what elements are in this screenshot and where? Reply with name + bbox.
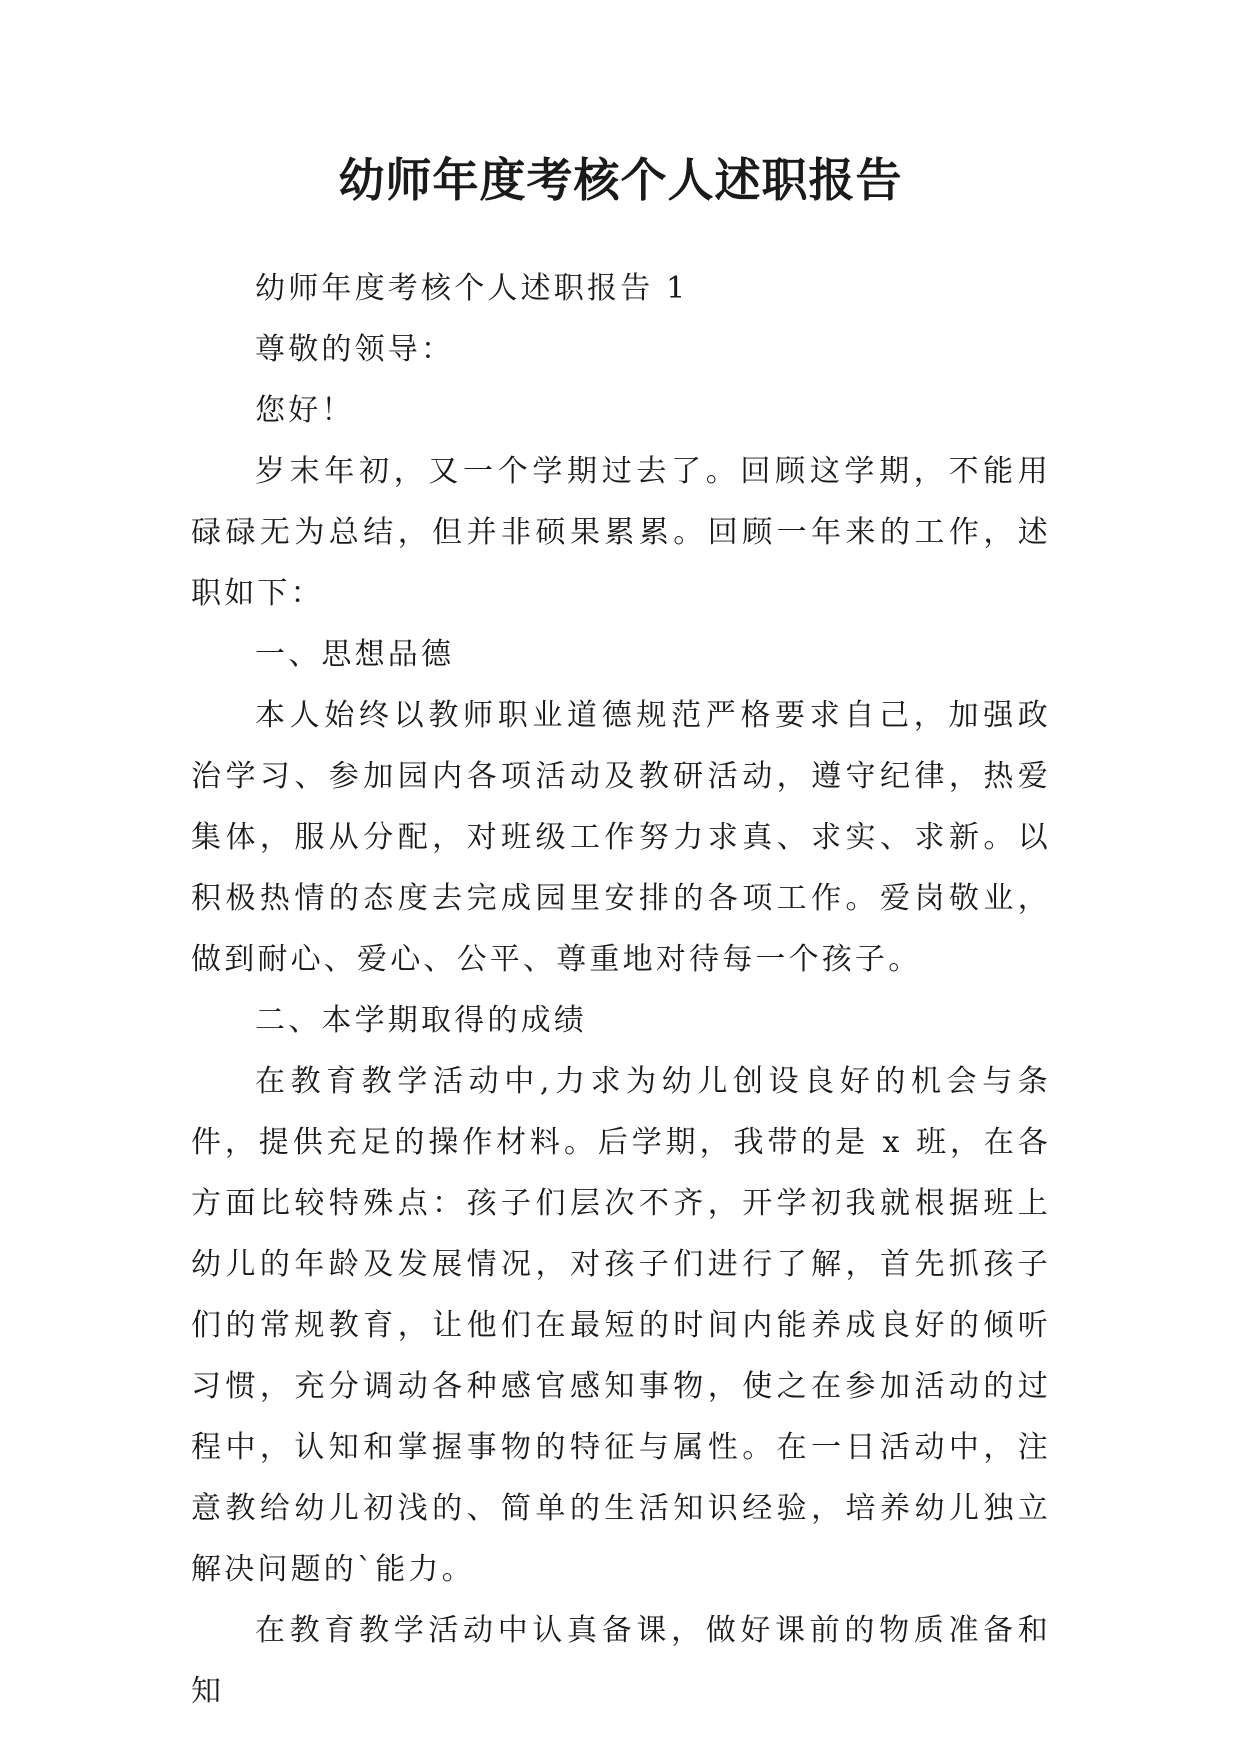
document-title: 幼师年度考核个人述职报告 <box>338 153 903 207</box>
greeting: 您好！ <box>255 393 355 428</box>
document-body <box>191 258 1051 1722</box>
section-heading-1: 一、思想品德 <box>255 637 455 672</box>
section-2-paragraph-continued: 在教育教学活动中认真备课，做好课前的物质准备和知 <box>191 1613 1051 1709</box>
intro-paragraph: 岁末年初，又一个学期过去了。回顾这学期，不能用碌碌无为总结，但并非硕果累累。回顾一年来的工作，述职如下： <box>191 454 1051 611</box>
section-heading-2: 二、本学期取得的成绩 <box>255 1003 587 1038</box>
salutation: 尊敬的领导： <box>255 332 455 367</box>
section-2-paragraph: 在教育教学活动中,力求为幼儿创设良好的机会与条件，提供充足的操作材料。后学期，我带的是 x 班，在各方面比较特殊点：孩子们层次不齐，开学初我就根据班上幼儿的年龄及发展情况，对孩子们进行了解，首先抓孩子们的常规教育，让他们在最短的时间内能养成良好的倾听习惯，充分调动各种感官感知事物，使之在参加活动的过程中，认知和掌握事物的特征与属性。在一日活动中，注意教给幼儿初浅的、简单的生活知识经验，培养幼儿独立解决问题的`能力。 <box>191 1064 1051 1587</box>
section-1-paragraph: 本人始终以教师职业道德规范严格要求自己，加强政治学习、参加园内各项活动及教研活动，遵守纪律，热爱集体，服从分配，对班级工作努力求真、求实、求新。以积极热情的态度去完成园里安排的各项工作。爱岗敬业，做到耐心、爱心、公平、尊重地对待每一个孩子。 <box>191 698 1051 977</box>
report-subtitle: 幼师年度考核个人述职报告 1 <box>255 271 689 306</box>
